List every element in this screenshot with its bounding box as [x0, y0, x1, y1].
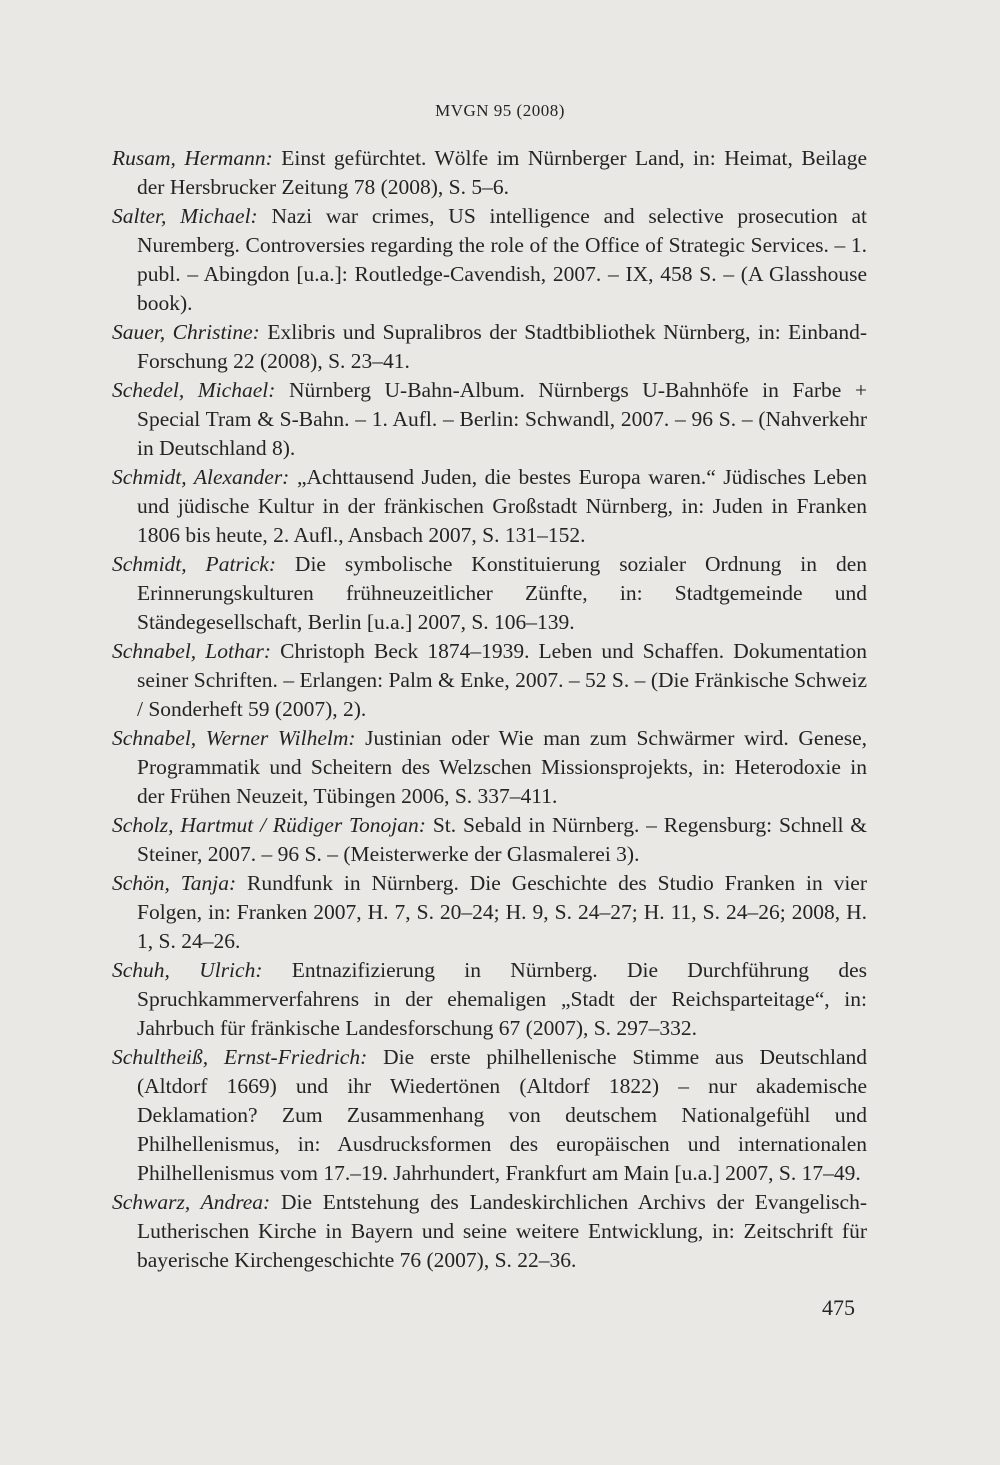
entry-text: Entnazifizierung in Nürnberg. Die Durchführung des Spruchkammerverfahrens in der ehemaligen „Stadt der Reichsparteitage“, in: Jahrbuch für fränkische Landesforschung 67 (2007), S. 297–332.	[137, 958, 867, 1040]
bibliography-entry	[112, 463, 867, 550]
entry-author: Schnabel, Lothar:	[112, 639, 271, 663]
entry-text: Die Entstehung des Landeskirchlichen Archivs der Evangelisch-Lutherischen Kirche in Bayern und seine weitere Entwicklung, in: Zeitschrift für bayerische Kirchengeschichte 76 (2007), S. 22–36.	[137, 1190, 867, 1272]
running-header: MVGN 95 (2008)	[435, 101, 565, 120]
entry-author: Schnabel, Werner Wilhelm:	[112, 726, 356, 750]
bibliography-entry	[112, 724, 867, 811]
entry-author: Salter, Michael:	[112, 204, 258, 228]
entry-text: Christoph Beck 1874–1939. Leben und Schaffen. Dokumentation seiner Schriften. – Erlangen: Palm & Enke, 2007. – 52 S. – (Die Fränkische Schweiz / Sonderheft 59 (2007), 2).	[137, 639, 867, 721]
entry-author: Schön, Tanja:	[112, 871, 237, 895]
bibliography-entry	[112, 376, 867, 463]
entry-author: Sauer, Christine:	[112, 320, 260, 344]
entry-author: Schuh, Ulrich:	[112, 958, 263, 982]
entry-text: Nazi war crimes, US intelligence and selective prosecution at Nuremberg. Controversies regarding the role of the Office of Strategic Services. – 1. publ. – Abingdon [u.a.]: Routledge-Cavendish, 2007. – IX, 458 S. – (A Glasshouse book).	[137, 204, 867, 315]
entry-text: St. Sebald in Nürnberg. – Regensburg: Schnell & Steiner, 2007. – 96 S. – (Meisterwerke der Glasmalerei 3).	[137, 813, 868, 866]
entry-text: Exlibris und Supralibros der Stadtbibliothek Nürnberg, in: Einband-Forschung 22 (2008), S. 23–41.	[137, 320, 867, 373]
bibliography-entry	[112, 550, 867, 637]
bibliography-entry	[112, 811, 867, 869]
entry-text: Nürnberg U-Bahn-Album. Nürnbergs U-Bahnhöfe in Farbe + Special Tram & S-Bahn. – 1. Aufl. – Berlin: Schwandl, 2007. – 96 S. – (Nahverkehr in Deutschland 8).	[137, 378, 868, 460]
entry-author: Schwarz, Andrea:	[112, 1190, 271, 1214]
bibliography-entry	[112, 318, 867, 376]
entry-author: Rusam, Hermann:	[112, 146, 273, 170]
entry-text: Die symbolische Konstituierung sozialer Ordnung in den Erinnerungskulturen frühneuzeitlicher Zünfte, in: Stadtgemeinde und Ständegesellschaft, Berlin [u.a.] 2007, S. 106–139.	[137, 552, 867, 634]
entry-author: Schmidt, Patrick:	[112, 552, 276, 576]
entry-text: Die erste philhellenische Stimme aus Deutschland (Altdorf 1669) und ihr Wiedertönen (Altdorf 1822) – nur akademische Deklamation? Zum Zusammenhang von deutschem Nationalgefühl und Philhellenismus, in: Ausdrucksformen des europäischen und internationalen Philhellenismus vom 17.–19. Jahrhundert, Frankfurt am Main [u.a.] 2007, S. 17–49.	[137, 1045, 867, 1185]
bibliography-entry	[112, 637, 867, 724]
entry-text: Einst gefürchtet. Wölfe im Nürnberger Land, in: Heimat, Beilage der Hersbrucker Zeitung 78 (2008), S. 5–6.	[137, 146, 868, 199]
bibliography-entry	[112, 869, 867, 956]
entry-author: Schedel, Michael:	[112, 378, 276, 402]
bibliography-entry	[112, 1188, 867, 1275]
entry-author: Schultheiß, Ernst-Friedrich:	[112, 1045, 368, 1069]
entry-text: Justinian oder Wie man zum Schwärmer wird. Genese, Programmatik und Scheitern des Welzschen Missionsprojekts, in: Heterodoxie in der Frühen Neuzeit, Tübingen 2006, S. 337–411.	[137, 726, 868, 808]
entry-author: Schmidt, Alexander:	[112, 465, 290, 489]
entry-text: Rundfunk in Nürnberg. Die Geschichte des Studio Franken in vier Folgen, in: Franken 2007, H. 7, S. 20–24; H. 9, S. 24–27; H. 11, S. 24–26; 2008, H. 1, S. 24–26.	[137, 871, 867, 953]
bibliography-list	[112, 144, 867, 1275]
page-number: 475	[822, 1295, 855, 1320]
bibliography-entry	[112, 1043, 867, 1188]
bibliography-entry	[112, 956, 867, 1043]
entry-author: Scholz, Hartmut / Rüdiger Tonojan:	[112, 813, 426, 837]
entry-text: „Achttausend Juden, die bestes Europa waren.“ Jüdisches Leben und jüdische Kultur in der fränkischen Großstadt Nürnberg, in: Juden in Franken 1806 bis heute, 2. Aufl., Ansbach 2007, S. 131–152.	[137, 465, 868, 547]
bibliography-entry	[112, 202, 867, 318]
bibliography-entry	[112, 144, 867, 202]
